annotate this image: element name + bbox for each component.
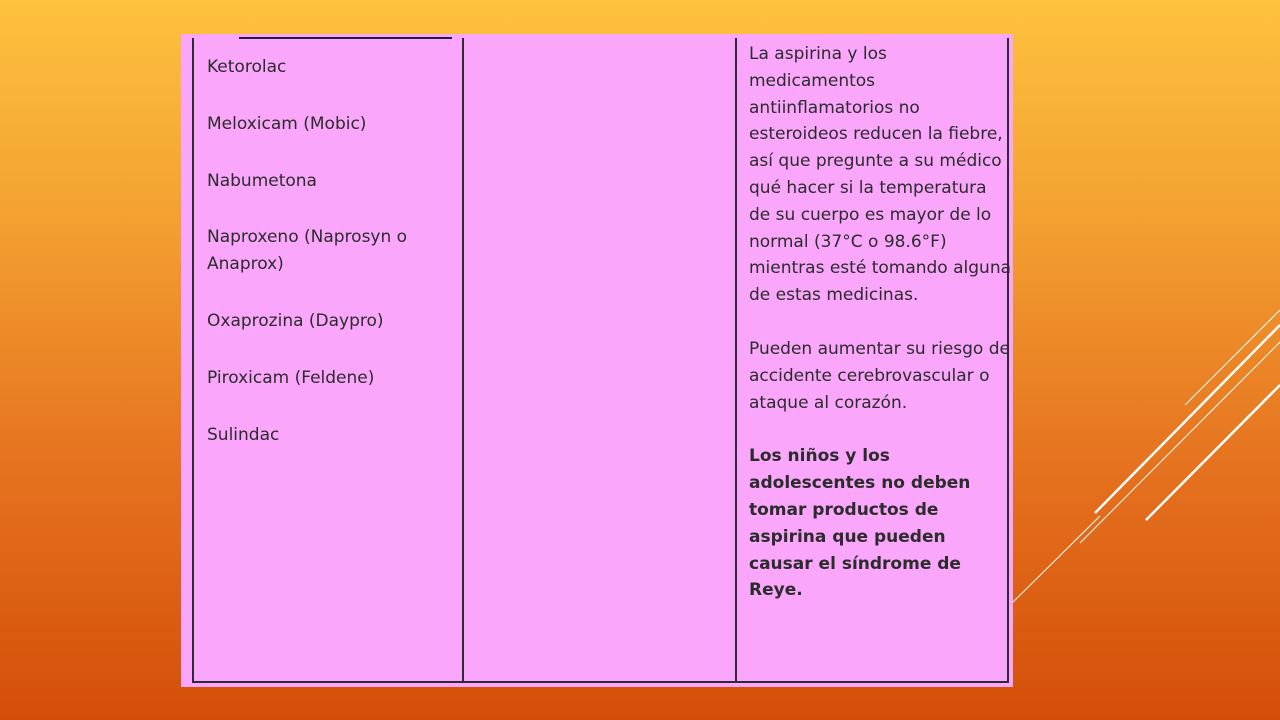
drug-item-piroxicam: Piroxicam (Feldene) bbox=[207, 367, 375, 388]
fever-warning-text: La aspirina y los medicamentos antiinflamatorios no esteroideos reducen la fiebre, así que pregunte a su médico qué hacer si la temperatura de su cuerpo es mayor de lo normal (37°C o 98.6°F) mientras esté tomando alguna de estas medicinas. bbox=[749, 44, 1012, 306]
drug-item-nabumetona: Nabumetona bbox=[207, 170, 317, 191]
medication-table bbox=[181, 34, 1013, 687]
drug-item-sulindac: Sulindac bbox=[207, 424, 280, 445]
reye-warning-text: Los niños y los adolescentes no deben tomar productos de aspirina que pueden causar el síndrome de Reye. bbox=[749, 446, 971, 601]
drug-item-oxaprozina: Oxaprozina (Daypro) bbox=[207, 310, 384, 331]
notes-cell bbox=[749, 41, 1011, 631]
drug-item-meloxicam: Meloxicam (Mobic) bbox=[207, 113, 367, 134]
table-bottom-border bbox=[192, 681, 1009, 683]
table-top-border-mark bbox=[239, 37, 452, 39]
table-left-border bbox=[192, 38, 194, 683]
drug-list-cell bbox=[207, 54, 457, 478]
drug-item-naproxeno: Naproxeno (Naprosyn o Anaprox) bbox=[207, 227, 408, 275]
drug-item-ketorolac: Ketorolac bbox=[207, 57, 287, 77]
table-column-divider-1 bbox=[462, 38, 464, 683]
table-column-divider-2 bbox=[735, 38, 737, 683]
stroke-warning-text: Pueden aumentar su riesgo de accidente cerebrovascular o ataque al corazón. bbox=[749, 338, 1010, 413]
